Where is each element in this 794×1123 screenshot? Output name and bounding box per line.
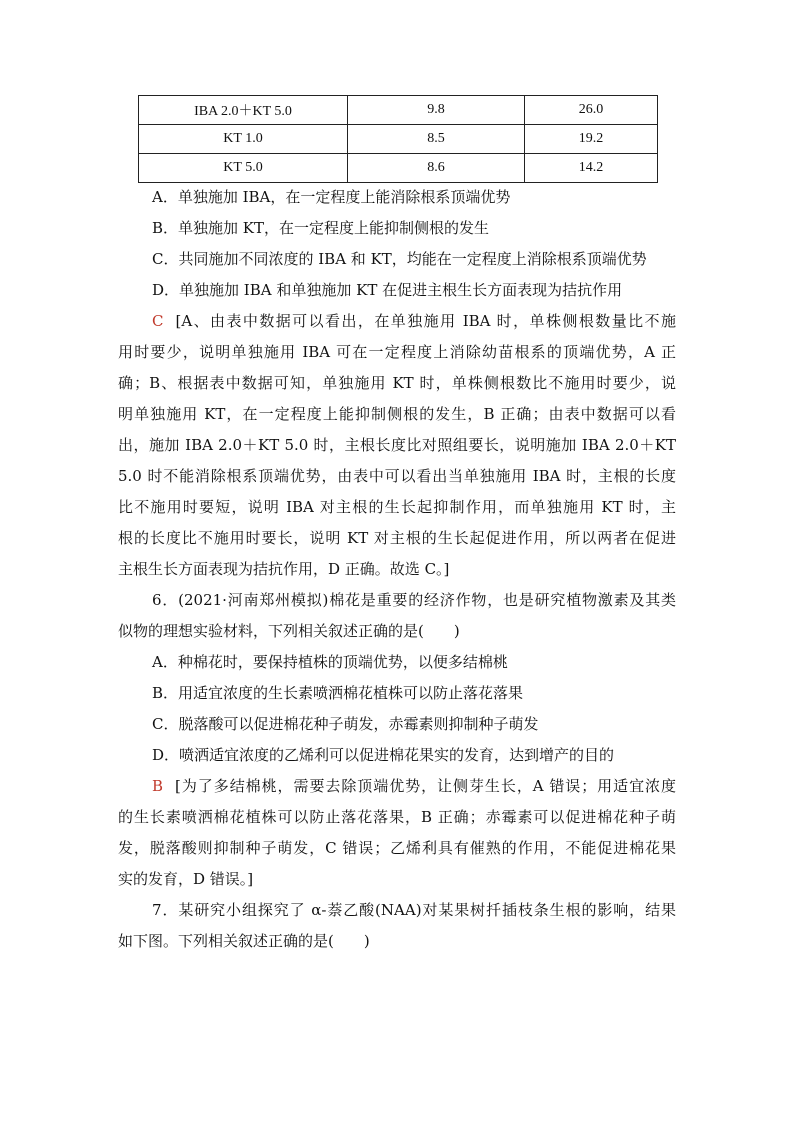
- q6-stem-line: 似物的理想实验材料，下列相关叙述正确的是( ): [118, 622, 460, 640]
- q5-answer-letter: C: [152, 312, 164, 330]
- table-cell: 19.2: [525, 125, 658, 154]
- q5-explanation-line: 比不施用时要短，说明 IBA 对主根的生长起抑制作用，而单独施用 KT 时，主: [118, 498, 676, 516]
- data-table: [138, 95, 658, 183]
- q5-explanation-line: 5.0 时不能消除根系顶端优势，由表中可以看出当单独施用 IBA 时，主根的长度: [118, 467, 676, 485]
- q5-explanation-line: 确；B、根据表中数据可知，单独施用 KT 时，单株侧根数比不施用时要少，说: [118, 374, 676, 392]
- q5-explanation-line: 明单独施用 KT，在一定程度上能抑制侧根的发生，B 正确；由表中数据可以看: [118, 405, 676, 423]
- table-cell: 26.0: [525, 96, 658, 125]
- q6-option-a: A．种棉花时，要保持植株的顶端优势，以便多结棉桃: [152, 653, 508, 671]
- table-cell: KT 1.0: [139, 125, 348, 154]
- q7-stem-line: 如下图。下列相关叙述正确的是( ): [118, 932, 370, 950]
- q5-explanation-text: [A、由表中数据可以看出，在单独施用 IBA 时，单株侧根数量比不施: [175, 312, 676, 330]
- q6-option-c: C．脱落酸可以促进棉花种子萌发，赤霉素则抑制种子萌发: [152, 715, 539, 733]
- q5-explanation-line: 用时要少，说明单独施用 IBA 可在一定程度上消除幼苗根系的顶端优势，A 正: [118, 343, 676, 361]
- table-cell: KT 5.0: [139, 154, 348, 183]
- table-cell: 14.2: [525, 154, 658, 183]
- q6-answer-letter: B: [152, 777, 164, 795]
- table-row: [139, 154, 658, 183]
- table-row: [139, 96, 658, 125]
- q5-option-b: B．单独施加 KT，在一定程度上能抑制侧根的发生: [152, 219, 490, 237]
- q5-option-a: A．单独施加 IBA，在一定程度上能消除根系顶端优势: [152, 188, 511, 206]
- q5-explanation-line: 主根生长方面表现为拮抗作用，D 正确。故选 C。]: [118, 560, 450, 578]
- q6-explanation-line: 的生长素喷洒棉花植株可以防止落花落果，B 正确；赤霉素可以促进棉花种子萌: [118, 808, 676, 826]
- q6-explanation-text: [为了多结棉桃，需要去除顶端优势，让侧芽生长，A 错误；用适宜浓度: [175, 777, 676, 795]
- q5-explanation-line: 出，施加 IBA 2.0＋KT 5.0 时，主根长度比对照组要长，说明施加 IBA 2.0＋KT: [118, 436, 676, 454]
- q6-stem-line: 6．(2021·河南郑州模拟)棉花是重要的经济作物，也是研究植物激素及其类: [152, 591, 676, 609]
- q5-explanation-line: 根的长度比不施用时要长，说明 KT 对主根的生长起促进作用，所以两者在促进: [118, 529, 676, 547]
- table-cell: 8.5: [348, 125, 525, 154]
- q5-explanation-line: [118, 306, 676, 337]
- table-cell: 8.6: [348, 154, 525, 183]
- table-cell: IBA 2.0＋KT 5.0: [139, 96, 348, 125]
- table-cell: 9.8: [348, 96, 525, 125]
- q6-option-d: D．喷洒适宜浓度的乙烯利可以促进棉花果实的发育，达到增产的目的: [152, 746, 615, 764]
- table-row: [139, 125, 658, 154]
- q6-explanation-line: [118, 771, 676, 802]
- q6-explanation-line: 发，脱落酸则抑制种子萌发，C 错误；乙烯利具有催熟的作用，不能促进棉花果: [118, 839, 676, 857]
- q6-option-b: B．用适宜浓度的生长素喷洒棉花植株可以防止落花落果: [152, 684, 524, 702]
- q7-stem-line: 7．某研究小组探究了 α-萘乙酸(NAA)对某果树扦插枝条生根的影响，结果: [152, 901, 676, 919]
- q5-option-c: C．共同施加不同浓度的 IBA 和 KT，均能在一定程度上消除根系顶端优势: [152, 250, 647, 268]
- q5-option-d: D．单独施加 IBA 和单独施加 KT 在促进主根生长方面表现为拮抗作用: [152, 281, 623, 299]
- question-body: [118, 182, 676, 957]
- q6-explanation-line: 实的发育，D 错误。]: [118, 870, 254, 888]
